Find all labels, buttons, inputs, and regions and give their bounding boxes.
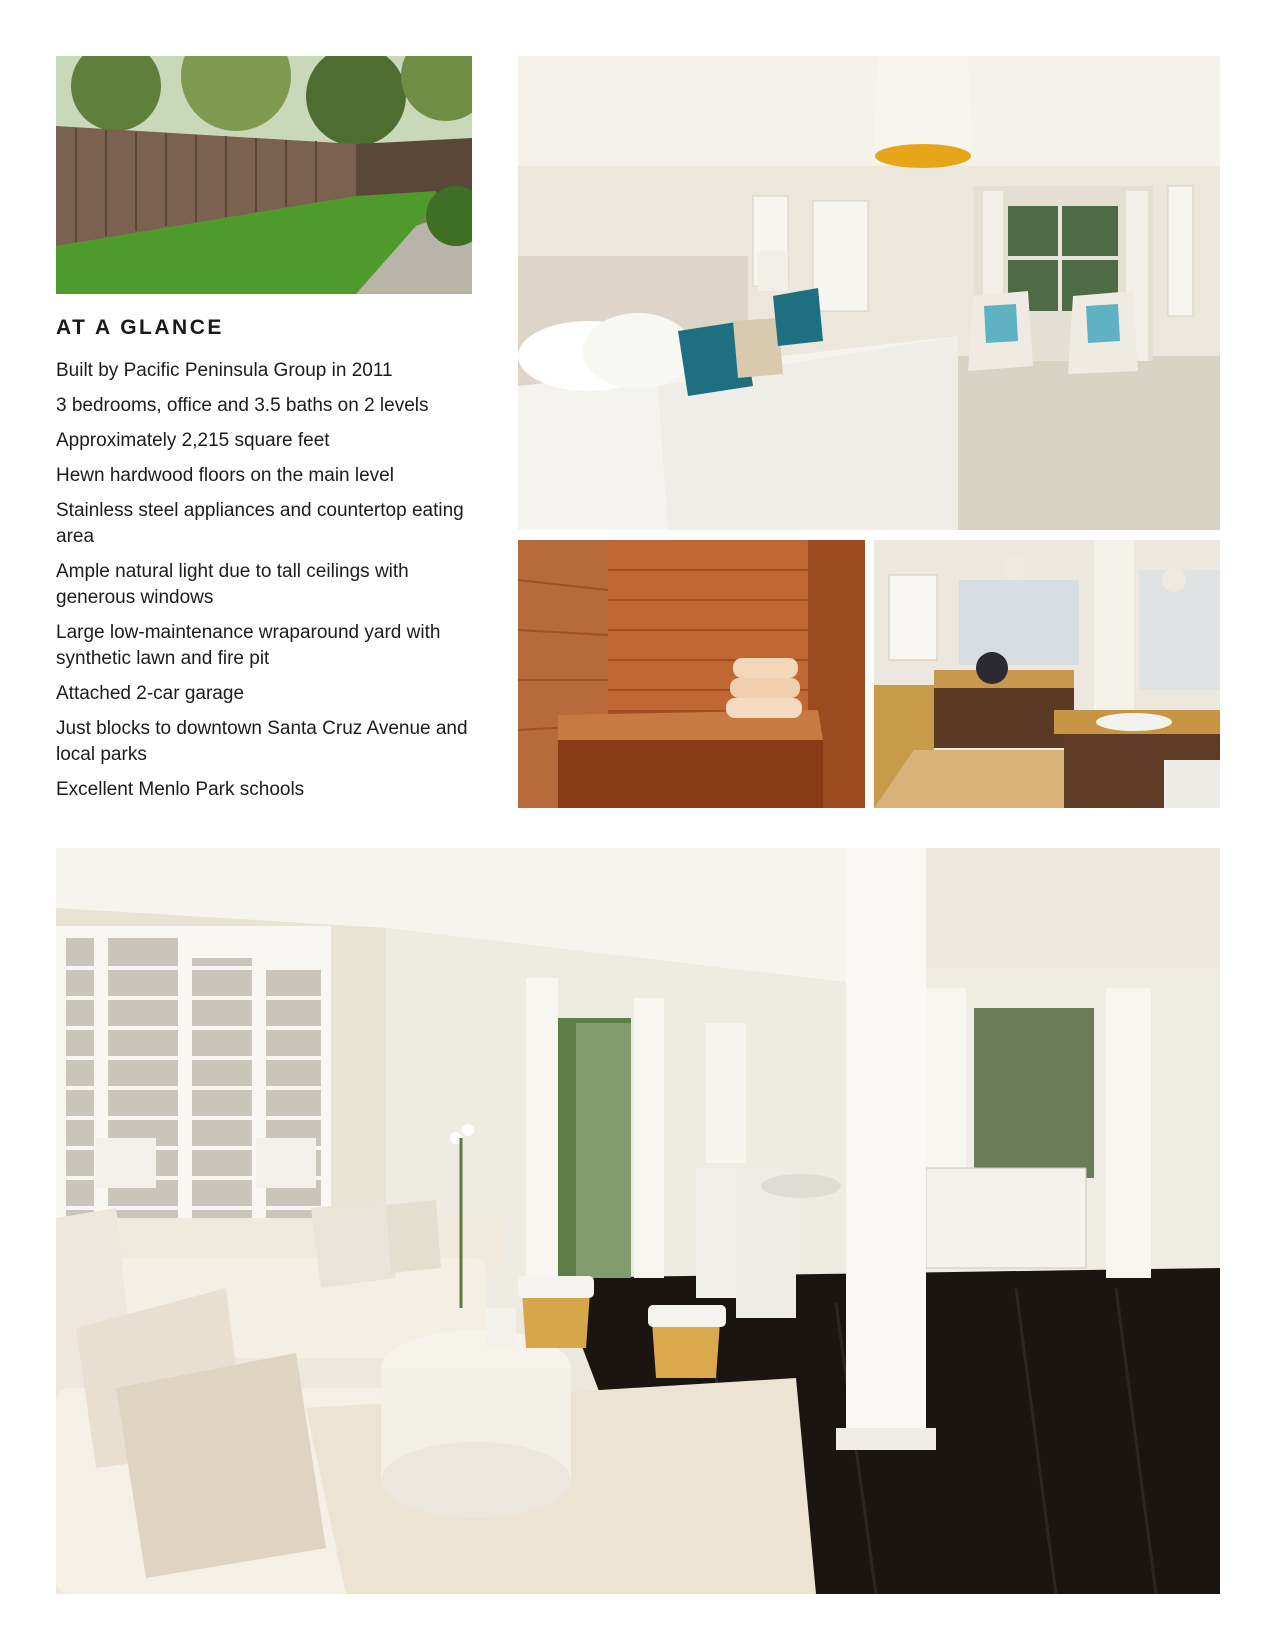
feature-item: Stainless steel appliances and countertop eating area [56, 500, 464, 547]
bedroom-photo [518, 56, 1220, 530]
feature-item: Ample natural light due to tall ceilings with generous windows [56, 561, 409, 608]
feature-item: Large low-maintenance wraparound yard with synthetic lawn and fire pit [56, 622, 441, 669]
feature-item: Just blocks to downtown Santa Cruz Avenue and local parks [56, 718, 468, 765]
sauna-photo [518, 540, 865, 808]
feature-item: Attached 2-car garage [56, 683, 245, 704]
feature-item: Built by Pacific Peninsula Group in 2011 [56, 360, 393, 381]
feature-item: Approximately 2,215 square feet [56, 430, 330, 451]
feature-item: Excellent Menlo Park schools [56, 779, 305, 800]
section-heading: AT A GLANCE [56, 316, 224, 339]
bathroom-photo [874, 540, 1220, 808]
feature-item: Hewn hardwood floors on the main level [56, 465, 394, 486]
feature-list [56, 358, 486, 803]
living-room-photo [56, 848, 1220, 1594]
feature-item: 3 bedrooms, office and 3.5 baths on 2 levels [56, 395, 429, 416]
backyard-photo [56, 56, 472, 294]
at-a-glance-section [56, 316, 486, 812]
